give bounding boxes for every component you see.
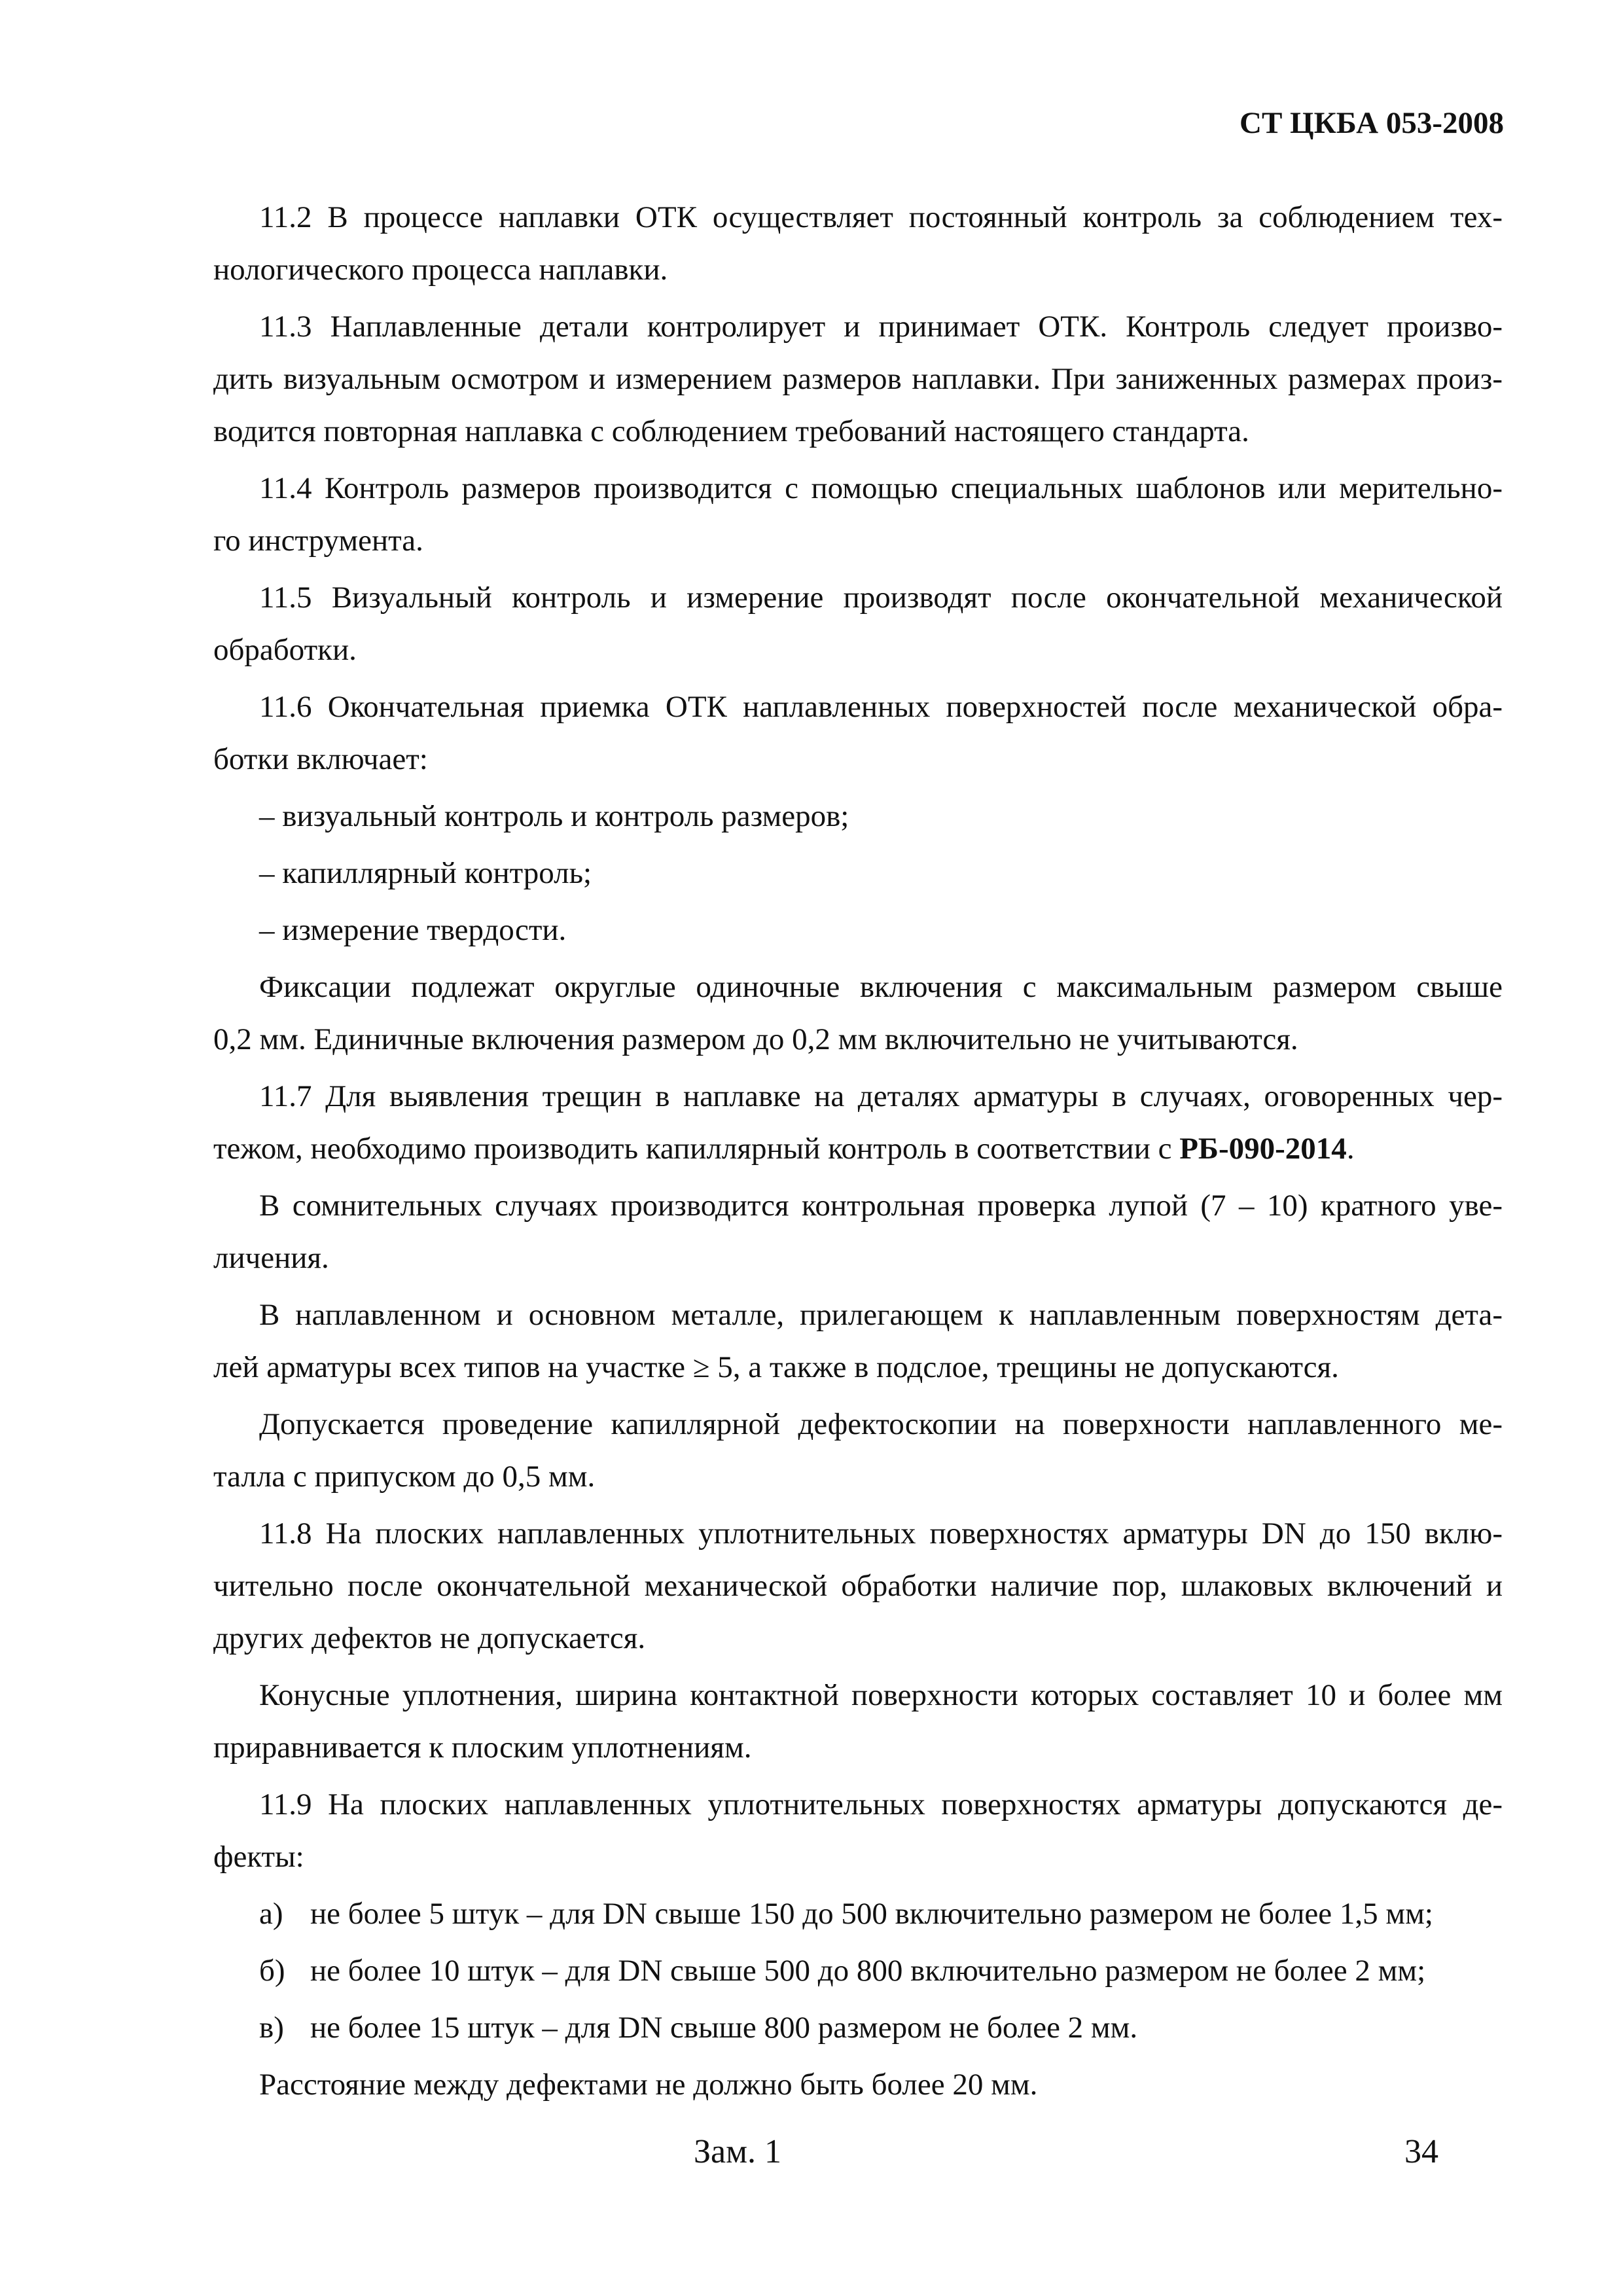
text-line: дить визуальным осмотром и измерением размеров наплавки. При заниженных размерах произ- — [213, 362, 1503, 396]
text-line: других дефектов не допускается. — [213, 1621, 646, 1655]
text-line: го инструмента. — [213, 524, 423, 558]
paragraph-11-9 — [213, 1778, 1503, 1883]
list-item-text: не более 15 штук – для DN свыше 800 размером не более 2 мм. — [310, 2011, 1138, 2045]
text-line: талла с припуском до 0,5 мм. — [213, 1460, 596, 1494]
document-body — [213, 191, 1503, 2111]
paragraph-11-5 — [213, 571, 1503, 676]
list-marker: б) — [259, 1954, 285, 1988]
revision-label: Зам. 1 — [694, 2133, 782, 2170]
closing-sentence: Расстояние между дефектами не должно быть более 20 мм. — [259, 2068, 1038, 2102]
paragraph-11-4 — [213, 462, 1503, 567]
list-marker: а) — [259, 1897, 283, 1931]
paragraph-conical-seals — [213, 1669, 1503, 1774]
list-marker: в) — [259, 2011, 284, 2045]
bullet-item: – визуальный контроль и контроль размеров; — [259, 799, 849, 833]
defect-list — [213, 1888, 1503, 2054]
document-code: СТ ЦКБА 053-2008 — [1240, 106, 1504, 140]
text-line: В наплавленном и основном металле, прилегающем к наплавленным поверхностям дета- — [259, 1298, 1503, 1332]
bullet-item: – капиллярный контроль; — [259, 856, 592, 890]
list-item — [213, 2001, 1503, 2054]
text-line: обработки. — [213, 633, 357, 667]
text-line: 11.9 На плоских наплавленных уплотнительных поверхностях арматуры допускаются де- — [259, 1787, 1503, 1821]
text-line: Конусные уплотнения, ширина контактной поверхности которых составляет 10 и более мм — [259, 1678, 1503, 1712]
list-item-text: не более 10 штук – для DN свыше 500 до 800 включительно размером не более 2 мм; — [310, 1954, 1426, 1988]
paragraph-11-8 — [213, 1507, 1503, 1664]
list-item — [213, 1888, 1503, 1940]
text-line: Допускается проведение капиллярной дефектоскопии на поверхности наплавленного ме- — [259, 1407, 1503, 1441]
text-line: 11.7 Для выявления трещин в наплавке на деталях арматуры в случаях, оговоренных чер- — [259, 1079, 1503, 1113]
text-line: водится повторная наплавка с соблюдением требований настоящего стандарта. — [213, 414, 1249, 448]
text-line: 11.6 Окончательная приемка ОТК наплавленных поверхностей после механической обра- — [259, 690, 1503, 724]
paragraph-doubtful-cases — [213, 1179, 1503, 1284]
standard-reference: РБ-090-2014 — [1179, 1132, 1347, 1166]
text-line: личения. — [213, 1241, 329, 1275]
paragraph-11-2 — [213, 191, 1503, 296]
list-item-text: не более 5 штук – для DN свыше 150 до 500 включительно размером не более 1,5 мм; — [310, 1897, 1433, 1931]
text-line: 0,2 мм. Единичные включения размером до 0,2 мм включительно не учитываются. — [213, 1022, 1298, 1056]
paragraph-cracks — [213, 1289, 1503, 1393]
text-line: 11.5 Визуальный контроль и измерение производят после окончательной механической — [259, 581, 1503, 615]
paragraph-fixation — [213, 961, 1503, 1066]
text-line: Фиксации подлежат округлые одиночные включения с максимальным размером свыше — [259, 970, 1503, 1004]
text-line: 11.2 В процессе наплавки ОТК осуществляет постоянный контроль за соблюдением тех- — [259, 200, 1503, 234]
paragraph-11-3 — [213, 300, 1503, 457]
paragraph-penetrant — [213, 1398, 1503, 1503]
text-line: нологического процесса наплавки. — [213, 253, 668, 287]
page-number: 34 — [1404, 2133, 1438, 2170]
text-line: 11.3 Наплавленные детали контролирует и принимает ОТК. Контроль следует произво- — [259, 310, 1503, 344]
paragraph-11-6 — [213, 681, 1503, 785]
paragraph-11-7 — [213, 1070, 1503, 1175]
bullet-item: – измерение твердости. — [259, 913, 567, 947]
text-line: 11.8 На плоских наплавленных уплотнительных поверхностях арматуры DN до 150 вклю- — [259, 1516, 1503, 1551]
text-line: чительно после окончательной механической обработки наличие пор, шлаковых включений и — [213, 1569, 1503, 1603]
text-line: лей арматуры всех типов на участке ≥ 5, а также в подслое, трещины не допускаются. — [213, 1350, 1339, 1384]
text-line: приравнивается к плоским уплотнениям. — [213, 1731, 752, 1765]
text-line: тежом, необходимо производить капиллярный контроль в соответствии с РБ-090-2014. — [213, 1132, 1355, 1166]
text-line: В сомнительных случаях производится контрольная проверка лупой (7 – 10) кратного уве- — [259, 1189, 1503, 1223]
text-line: ботки включает: — [213, 742, 428, 776]
text-line: фекты: — [213, 1840, 304, 1874]
text-line: 11.4 Контроль размеров производится с помощью специальных шаблонов или мерительно- — [259, 471, 1503, 505]
list-item — [213, 1945, 1503, 1997]
